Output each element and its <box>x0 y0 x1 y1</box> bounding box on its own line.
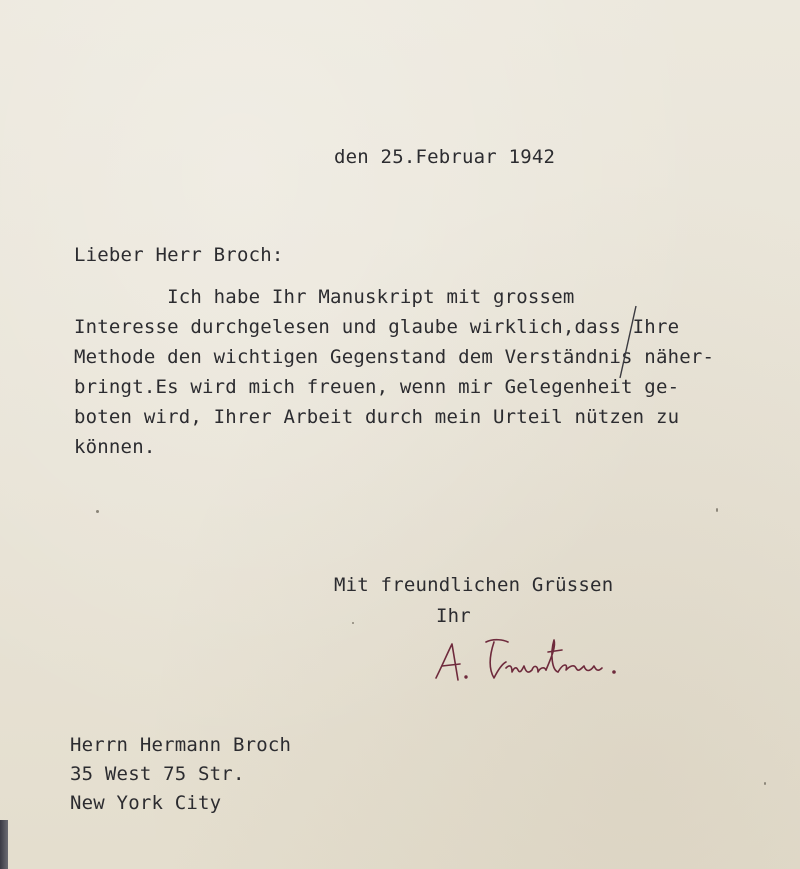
paper-speck <box>96 510 99 513</box>
body-line: bringt.Es wird mich freuen, wenn mir Gelegenheit ge- <box>74 376 680 398</box>
body-line: boten wird, Ihrer Arbeit durch mein Urteil nützen zu <box>74 406 680 428</box>
letter-salutation: Lieber Herr Broch: <box>74 244 284 266</box>
letter-closing-ihr: Ihr <box>436 605 471 627</box>
address-line: 35 West 75 Str. <box>70 763 245 785</box>
address-line: Herrn Hermann Broch <box>70 734 292 756</box>
body-line: Interesse durchgelesen und glaube wirklich,dass Ihre <box>74 316 680 338</box>
letter-date: den 25.Februar 1942 <box>334 146 556 168</box>
pen-correction-mark <box>612 304 642 380</box>
letter-closing: Mit freundlichen Grüssen <box>334 574 614 596</box>
body-line: Methode den wichtigen Gegenstand dem Verständnis näher- <box>74 346 715 368</box>
paper-speck <box>764 782 766 785</box>
scan-edge <box>0 820 8 869</box>
paper-speck <box>716 508 718 512</box>
body-line: Ich habe Ihr Manuskript mit grossem <box>74 286 575 308</box>
body-line: können. <box>74 436 156 458</box>
paper-speck <box>352 622 354 624</box>
address-line: New York City <box>70 792 222 814</box>
handwritten-signature <box>428 630 638 690</box>
